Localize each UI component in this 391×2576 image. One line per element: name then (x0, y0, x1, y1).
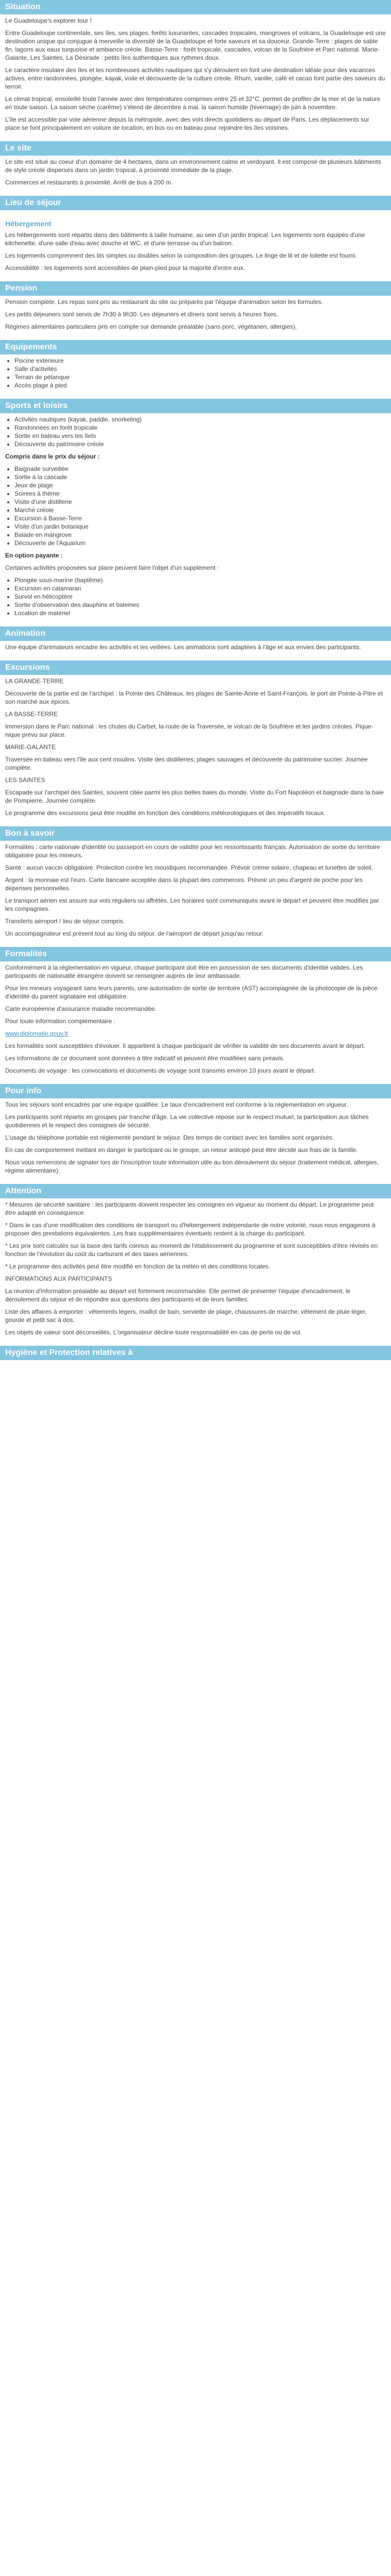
list-item: • Accès plage à pied (14, 381, 386, 389)
list-item: • Piscine extérieure (14, 357, 386, 365)
paragraph: Le climat tropical, ensoleillé toute l'année avec des températures comprises entre 25 et 32°C, permet de profiter de la mer et de la nature en toute saison. La saison sèche (carême) s'étend de décembre à mai, la saison humide (hivernage) de juin à novembre. (5, 95, 381, 111)
section-body-hygiene (0, 1360, 391, 1367)
paragraph: * Le programme des activités peut être modifié en fonction de la météo et des conditions locales. (5, 1263, 270, 1270)
section-title-lieu: Lieu de séjour (0, 196, 391, 210)
section-title-animation: Animation (0, 626, 391, 641)
section-excursions (0, 660, 391, 826)
list-item: • Sortie en bateau vers les îlets (14, 432, 386, 440)
list-item: • Soirées à thème (14, 489, 386, 498)
section-body-lieu (0, 210, 391, 281)
list-item: • Sortie d'observation des dauphins et baleines (14, 601, 386, 609)
paragraph: Transferts aéroport / lieu de séjour compris. (5, 918, 125, 925)
paragraph: Nous vous remercions de signaler lors de l'inscription toute information utile au bon déroulement du séjour (traitement médical, allergies, régime alimentaire). (5, 1159, 379, 1174)
paragraph: Le caractère insulaire des îles et les nombreuses activités nautiques qui s'y déroulent en font une destination idéale pour des vacances actives, entre randonnées, plongée, kayak, voile et découverte de la culture créole. Rhum, vanille, café et cacao font partie des saveurs du terroir. (5, 66, 385, 90)
paragraph: La réunion d'information préalable au départ est fortement recommandée. Elle permet de présenter l'équipe d'encadrement, le déroulement du séjour et de répondre aux questions des participants et de leurs familles. (5, 1287, 351, 1303)
paragraph: * Mesures de sécurité sanitaire : les participants doivent respecter les consignes en vigueur au moment du départ. Le programme peut être adapté en conséquence. (5, 1201, 374, 1216)
paragraph: Accessibilité : les logements sont accessibles de plain-pied pour la majorité d'entre eux. (5, 264, 246, 272)
section-body-bon (0, 841, 391, 947)
paragraph: Pour les mineurs voyageant sans leurs parents, une autorisation de sortie de territoire (AST) accompagnée de la photocopie de la pièce d'identité du parent signataire est obligatoire. (5, 985, 378, 1000)
paragraph: En cas de comportement mettant en danger le participant ou le groupe, un retour anticipé peut être décidé aux frais de la famille. (5, 1146, 358, 1154)
paragraph: Un accompagnateur est présent tout au long du séjour, de l'aéroport de départ jusqu'au retour. (5, 930, 264, 937)
section-title-bon: Bon à savoir (0, 826, 391, 841)
paragraph: Les informations de ce document sont données à titre indicatif et peuvent être modifiées sans préavis. (5, 1055, 285, 1062)
section-title-equipements: Equipements (0, 340, 391, 354)
list-item: • Jeux de plage (14, 481, 386, 489)
paragraph: Liste des affaires à emporter : vêtements légers, maillot de bain, serviette de plage, chaussures de marche, vêtement de pluie léger, gourde et petit sac à dos. (5, 1308, 367, 1324)
list-item: • Activités nautiques (kayak, paddle, snorkeling) (14, 415, 386, 423)
paragraph: En option payante : (5, 552, 63, 559)
section-title-attention: Attention (0, 1184, 391, 1198)
paragraph: Escapade sur l'archipel des Saintes, souvent citée parmi les plus belles baies du monde. Visite du Fort Napoléon et baignade dans la baie de Pompierre. Journée complète. (5, 789, 384, 804)
bullet-list (5, 415, 386, 448)
paragraph: * Dans le cas d'une modification des conditions de transport ou d'hébergement indépendante de notre volonté, nous nous engageons à proposer des prestations équivalentes. Les frais supplémentaires éventuels restent à la charge du participant. (5, 1222, 376, 1237)
section-equipements (0, 340, 391, 399)
section-body-pension (0, 296, 391, 340)
subsection-title: Hébergement (5, 219, 52, 228)
section-title-sports: Sports et loisirs (0, 399, 391, 413)
list-item: • Découverte de l'Aquarium (14, 539, 386, 547)
section-title-pension: Pension (0, 281, 391, 296)
paragraph: Carte européenne d'assurance maladie recommandée. (5, 1005, 157, 1012)
paragraph: Le Guadeloupe's explorer tour ! (5, 17, 92, 24)
bullet-list (5, 465, 386, 547)
section-title-hygiene: Hygiène et Protection relatives à (0, 1346, 391, 1360)
paragraph: Les formalités sont susceptibles d'évoluer. Il appartient à chaque participant de vérifier la validité de ses documents avant le départ. (5, 1042, 366, 1049)
section-title-formalites: Formalités (0, 947, 391, 961)
paragraph: L'île est accessible par voie aérienne depuis la métropole, avec des vols directs quotidiens au départ de Paris. Les déplacements sur place se font principalement en voiture de location, en bus ou en bateau pour rejoindre les îles voisines. (5, 116, 370, 131)
section-site (0, 141, 391, 196)
paragraph: Les petits déjeuners sont servis de 7h30 à 9h30. Les déjeuners et dîners sont servis à heures fixes. (5, 311, 278, 318)
paragraph: Pour toute information complémentaire : (5, 1018, 116, 1025)
list-item: • Découverte du patrimoine créole (14, 440, 386, 448)
paragraph: Le transport aérien est assuré sur vols réguliers ou affrétés. Les horaires sont communiqués avant le départ et peuvent être modifiés par les compagnies. (5, 897, 379, 912)
section-title-excursions: Excursions (0, 660, 391, 675)
list-item: • Location de matériel (14, 609, 386, 617)
section-body-site (0, 156, 391, 196)
paragraph: Découverte de la partie est de l'archipel : la Pointe des Châteaux, les plages de Sainte-Anne et Saint-François, le port de Pointe-à-Pitre et son marché aux épices. (5, 690, 383, 705)
paragraph: Santé : aucun vaccin obligatoire. Protection contre les moustiques recommandée. Prévoir crème solaire, chapeau et lunettes de soleil. (5, 864, 373, 871)
section-body-equipements (0, 354, 391, 399)
list-item: • Visite d'un jardin botanique (14, 522, 386, 531)
paragraph: INFORMATIONS AUX PARTICIPANTS (5, 1275, 112, 1282)
paragraph: Les participants sont répartis en groupes par tranche d'âge. La vie collective repose sur le respect mutuel, la participation aux tâches quotidiennes et le respect des consignes de sécurité. (5, 1113, 369, 1129)
paragraph: L'usage du téléphone portable est réglementé pendant le séjour. Des temps de contact avec les familles sont organisés. (5, 1134, 334, 1141)
list-item: • Baignade surveillée (14, 465, 386, 473)
paragraph: Le programme des excursions peut être modifié en fonction des conditions météorologiques et des impératifs locaux. (5, 809, 326, 817)
section-lieu (0, 196, 391, 281)
paragraph: Traversée en bateau vers l'île aux cent moulins. Visite des distilleries, plages sauvages et découverte du patrimoine sucrier. Journée complète. (5, 756, 368, 771)
section-info (0, 1084, 391, 1184)
section-body-info (0, 1098, 391, 1184)
paragraph: LES SAINTES (5, 776, 45, 784)
list-item: • Excursion à Basse-Terre (14, 514, 386, 522)
list-item: • Sortie à la cascade (14, 473, 386, 481)
section-body-sports (0, 413, 391, 626)
paragraph: MARIE-GALANTE (5, 743, 56, 751)
list-item: • Salle d'activités (14, 365, 386, 373)
paragraph: Une équipe d'animateurs encadre les activités et les veillées. Les animations sont adaptées à l'âge et aux envies des participants. (5, 643, 361, 651)
external-link[interactable]: www.diplomatie.gouv.fr (5, 1030, 69, 1037)
section-title-info: Pour info (0, 1084, 391, 1098)
paragraph: Formalités : carte nationale d'identité ou passeport en cours de validité pour les ressortissants français. Autorisation de sortie du territoire obligatoire pour les mineurs. (5, 843, 380, 859)
list-item: • Balade en mangrove (14, 531, 386, 539)
section-sports (0, 399, 391, 626)
list-item: • Marché créole (14, 506, 386, 514)
bullet-list (5, 357, 386, 389)
paragraph: Immersion dans le Parc national : les chutes du Carbet, la route de la Traversée, le volcan de la Soufrière et les jardins créoles. Pique-nique prévu sur place. (5, 723, 373, 738)
section-formalites (0, 947, 391, 1084)
section-title-situation: Situation (0, 0, 391, 14)
section-attention (0, 1184, 391, 1346)
list-item: • Terrain de pétanque (14, 373, 386, 381)
paragraph: Le site est situé au coeur d'un domaine de 4 hectares, dans un environnement calme et verdoyant. Il est composé de plusieurs bâtiments de style créole dispersés dans un jardin tropical, à proximité immédiate de la plage. (5, 158, 381, 174)
section-body-formalites (0, 961, 391, 1084)
list-item: • Survol en hélicoptère (14, 592, 386, 601)
section-body-situation (0, 14, 391, 141)
section-hygiene (0, 1346, 391, 1367)
paragraph: Régimes alimentaires particuliers pris en compte sur demande préalable (sans porc, végétarien, allergies). (5, 323, 297, 330)
paragraph: Tous les séjours sont encadrés par une équipe qualifiée. Le taux d'encadrement est conforme à la réglementation en vigueur. (5, 1101, 348, 1108)
paragraph: Pension complète. Les repas sont pris au restaurant du site ou préparés par l'équipe d'animation selon les formules. (5, 298, 323, 306)
section-title-site: Le site (0, 141, 391, 156)
paragraph: Conformément à la réglementation en vigueur, chaque participant doit être en possession de ses documents d'identité valides. Les participants de nationalité étrangère doivent se renseigner auprès de leur ambassade. (5, 964, 363, 979)
paragraph: LA GRANDE-TERRE (5, 677, 64, 685)
list-item: • Plongée sous-marine (baptême) (14, 576, 386, 584)
section-animation (0, 626, 391, 660)
paragraph: Documents de voyage : les convocations et documents de voyage sont transmis environ 10 jours avant le départ. (5, 1067, 316, 1074)
paragraph: * Les prix sont calculés sur la base des tarifs connus au moment de l'établissement du programme et sont susceptibles d'être révisés en fonction de l'évolution du coût du carburant et des taxes aériennes. (5, 1242, 378, 1258)
paragraph: Argent : la monnaie est l'euro. Carte bancaire acceptée dans la plupart des commerces. Prévoir un peu d'argent de poche pour les dépenses personnelles. (5, 876, 363, 892)
paragraph: Entre Guadeloupe continentale, ses îles, ses plages, forêts luxuriantes, cascades tropicales, mangroves et volcans, la Guadeloupe est une destination unique qui conjugue à merveille la diversité de la Guadeloupe et forte saveurs et sa douceur. Grande-Terre : plages de sable fin, lagons aux eaux turquoise et ambiance créole. Basse-Terre : forêt tropicale, cascades, volcan de la Soufrière et Parc national. Marie-Galante, Les Saintes, La Désirade : petits îles authentiques aux rythmes doux. (5, 29, 386, 61)
list-item: • Visite d'une distillerie (14, 498, 386, 506)
link-paragraph (5, 1029, 386, 1038)
list-item: • Excursion en catamaran (14, 584, 386, 592)
paragraph: LA BASSE-TERRE (5, 710, 58, 718)
bullet-list (5, 576, 386, 617)
paragraph: Les objets de valeur sont déconseillés. L'organisateur décline toute responsabilité en cas de perte ou de vol. (5, 1329, 302, 1336)
paragraph: Les hébergements sont répartis dans des bâtiments à taille humaine, au sein d'un jardin tropical. Les logements sont équipés d'une kitchenette, d'une salle d'eau avec douche et WC, et d'une terrasse ou d'un balcon. (5, 231, 365, 247)
section-body-attention (0, 1198, 391, 1346)
section-bon (0, 826, 391, 947)
section-body-animation (0, 641, 391, 660)
paragraph: Certaines activités proposées sur place peuvent faire l'objet d'un supplément : (5, 564, 219, 571)
section-pension (0, 281, 391, 340)
section-body-excursions (0, 675, 391, 826)
paragraph: Commerces et restaurants à proximité. Arrêt de bus à 200 m. (5, 179, 173, 186)
paragraph: Les logements comprennent des lits simples ou doubles selon la composition des groupes. Le linge de lit et de toilette est fourni. (5, 252, 357, 259)
section-situation (0, 0, 391, 141)
list-item: • Randonnées en forêt tropicale (14, 423, 386, 432)
paragraph: Compris dans le prix du séjour : (5, 453, 100, 460)
